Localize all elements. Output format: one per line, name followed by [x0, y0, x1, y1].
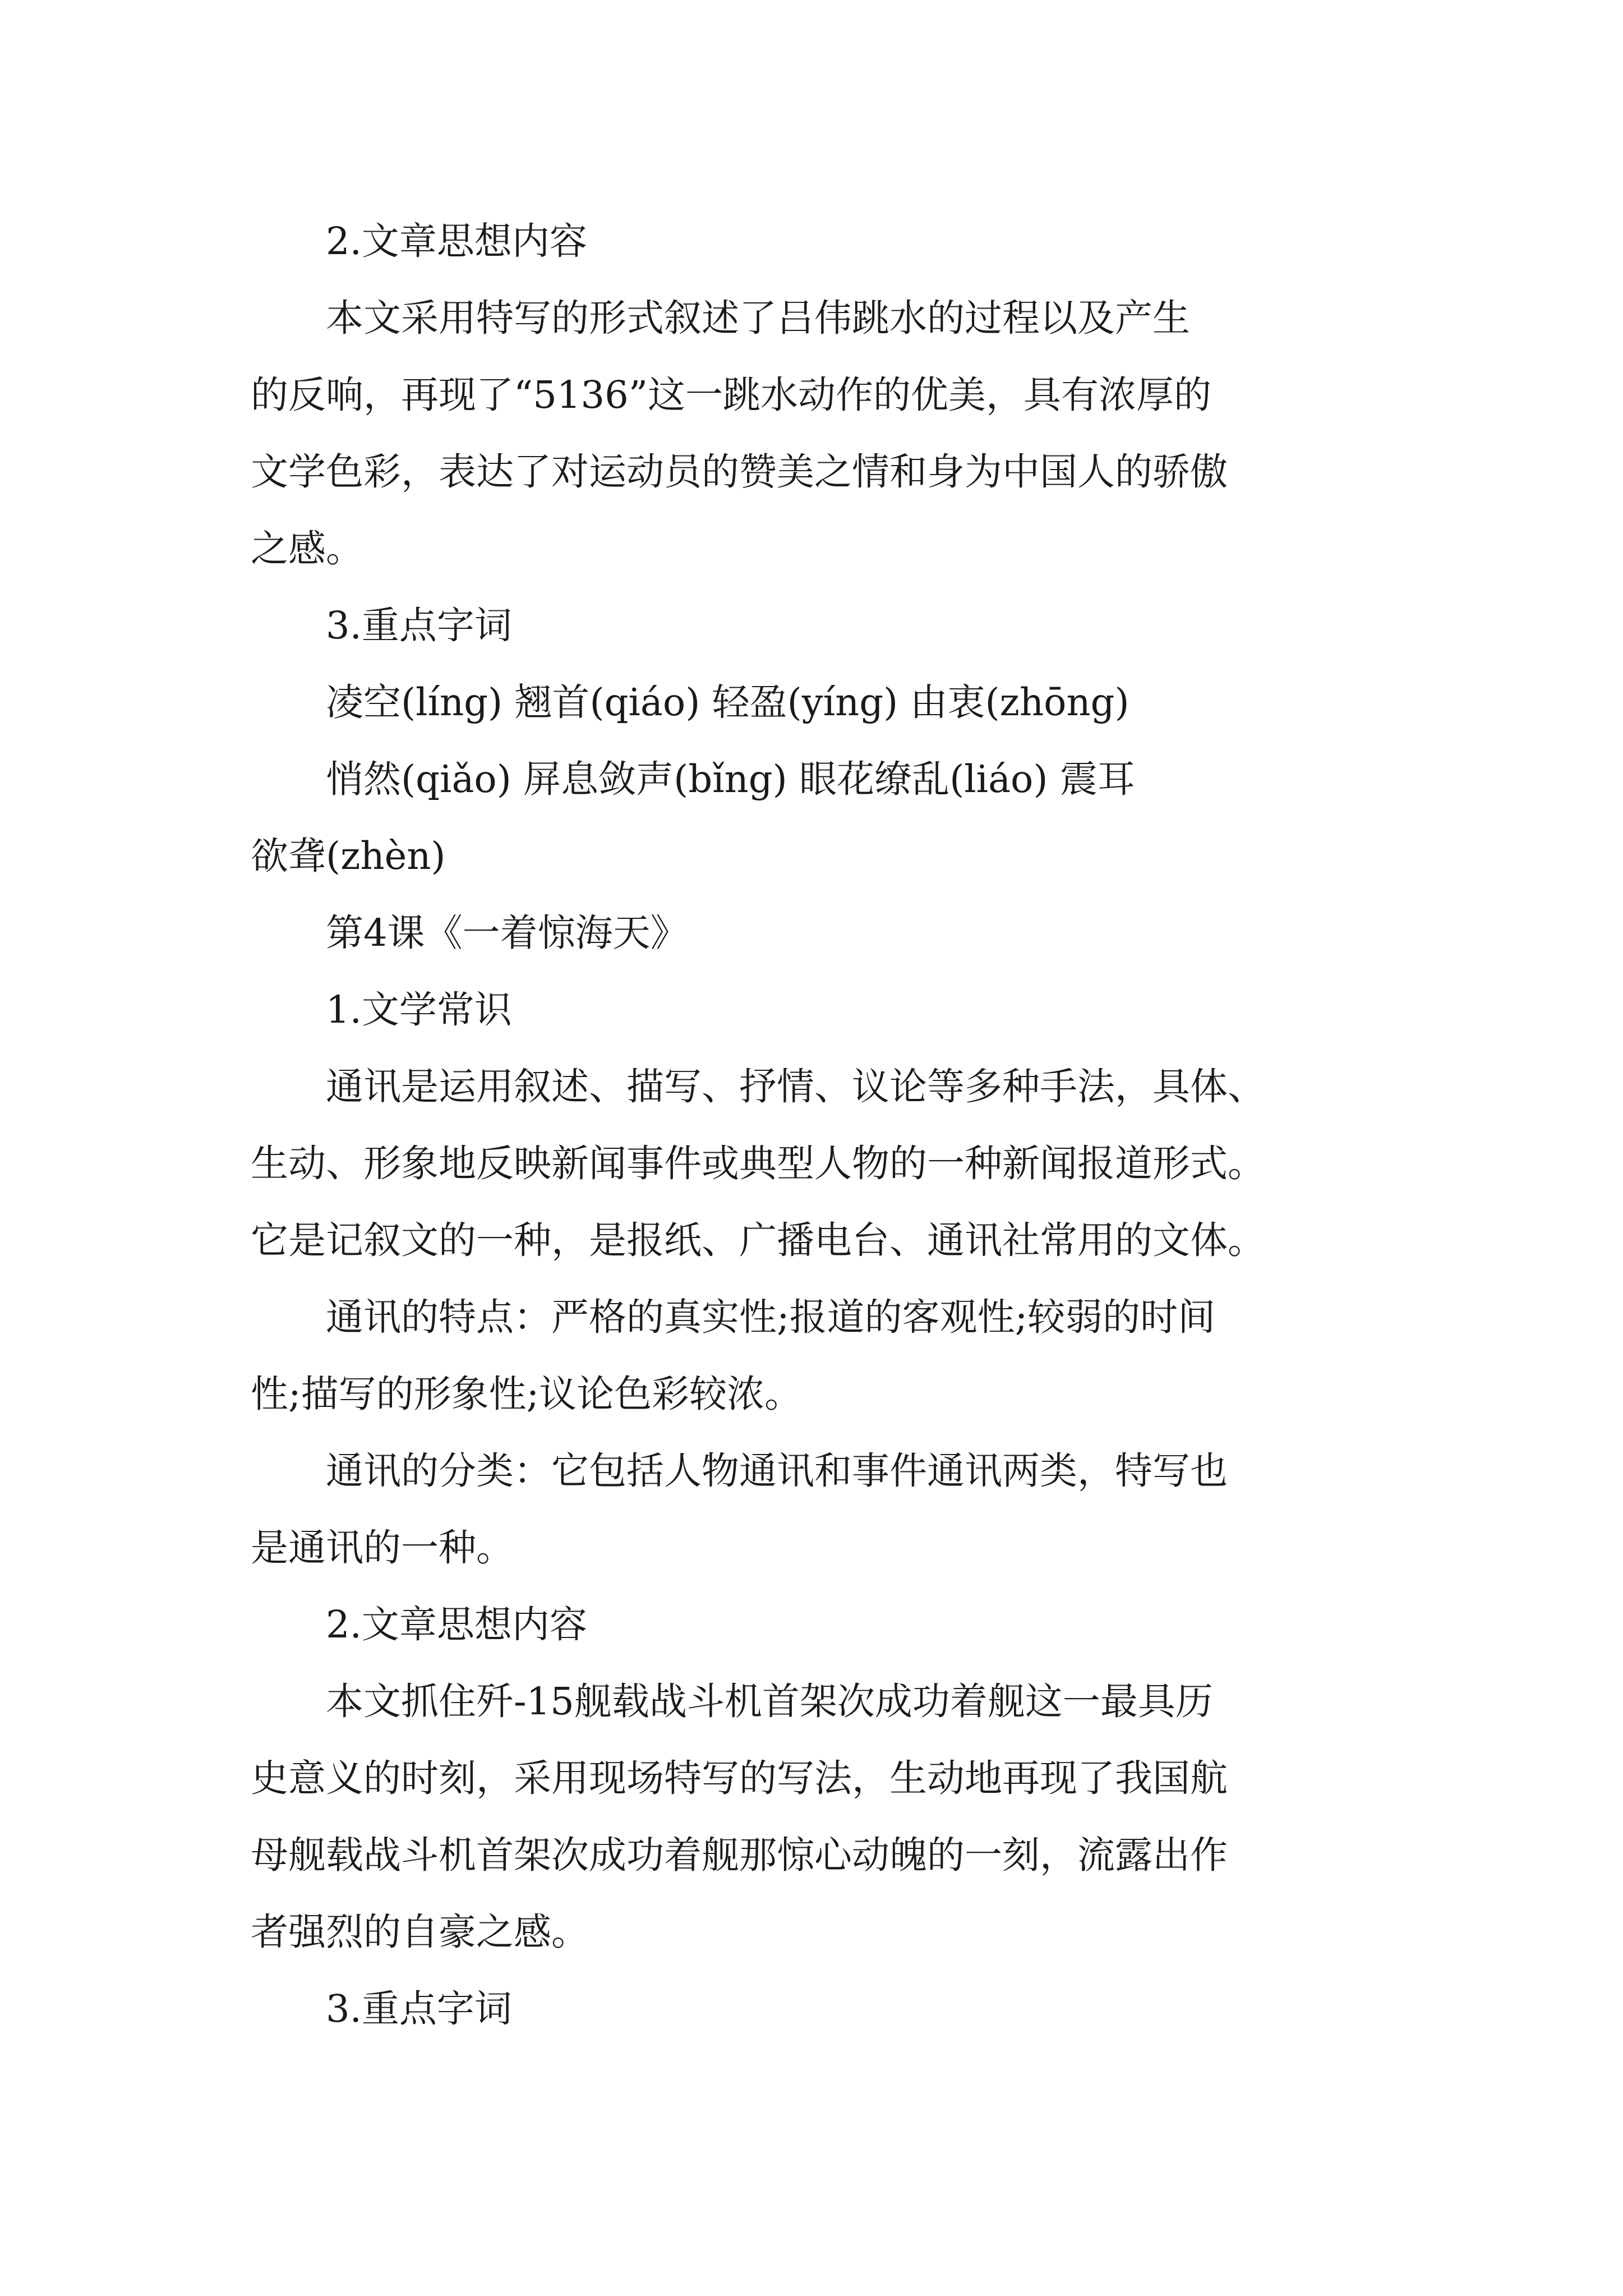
paragraph-line: 的反响，再现了“5136”这一跳水动作的优美，具有浓厚的: [251, 373, 1212, 417]
section-heading-literature: 1.文学常识: [251, 988, 512, 1032]
section-heading-ideas: 2.文章思想内容: [251, 1603, 587, 1646]
vocabulary-line: 欲聋(zhèn): [251, 834, 446, 878]
paragraph-line: 通讯的分类：它包括人物通讯和事件通讯两类，特写也: [251, 1449, 1228, 1493]
lesson-title: 第4课《一着惊海天》: [251, 911, 688, 955]
paragraph-line: 它是记叙文的一种，是报纸、广播电台、通讯社常用的文体。: [251, 1218, 1265, 1262]
paragraph-line: 本文采用特写的形式叙述了吕伟跳水的过程以及产生: [251, 296, 1190, 340]
section-heading-keywords: 3.重点字词: [251, 1987, 512, 2031]
paragraph-line: 通讯是运用叙述、描写、抒情、议论等多种手法，具体、: [251, 1065, 1265, 1108]
paragraph-line: 文学色彩，表达了对运动员的赞美之情和身为中国人的骄傲: [251, 450, 1228, 494]
paragraph-line: 性;描写的形象性;议论色彩较浓。: [251, 1372, 803, 1416]
paragraph-line: 史意义的时刻，采用现场特写的写法，生动地再现了我国航: [251, 1756, 1228, 1800]
paragraph-line: 母舰载战斗机首架次成功着舰那惊心动魄的一刻，流露出作: [251, 1833, 1228, 1877]
section-heading-keywords: 3.重点字词: [251, 604, 512, 647]
paragraph-line: 通讯的特点：严格的真实性;报道的客观性;较弱的时间: [251, 1295, 1216, 1339]
paragraph-line: 是通讯的一种。: [251, 1526, 514, 1570]
vocabulary-line: 凌空(líng) 翘首(qiáo) 轻盈(yíng) 由衷(zhōng): [251, 680, 1129, 724]
paragraph-line: 之感。: [251, 527, 363, 570]
paragraph-line: 本文抓住歼-15舰载战斗机首架次成功着舰这一最具历: [251, 1680, 1213, 1723]
vocabulary-line: 悄然(qiǎo) 屏息敛声(bǐng) 眼花缭乱(liáo) 震耳: [251, 757, 1135, 801]
paragraph-line: 者强烈的自豪之感。: [251, 1910, 589, 1954]
paragraph-line: 生动、形象地反映新闻事件或典型人物的一种新闻报道形式。: [251, 1142, 1265, 1185]
section-heading-ideas: 2.文章思想内容: [251, 219, 587, 263]
